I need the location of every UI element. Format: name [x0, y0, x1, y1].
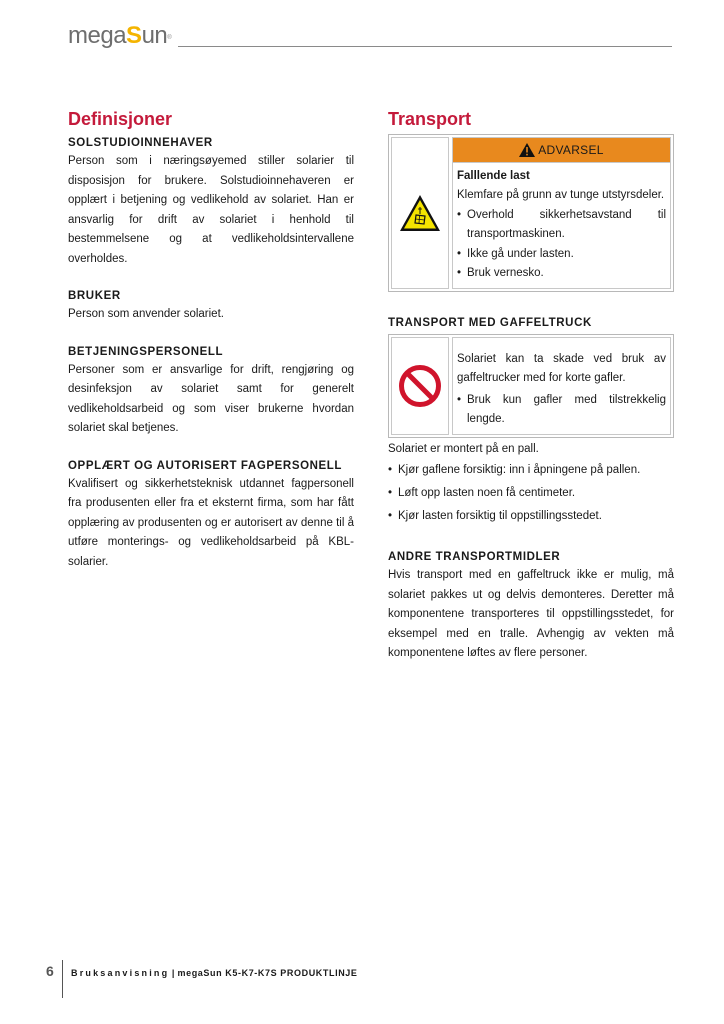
logo-text-prefix: mega: [68, 22, 127, 49]
notice-bullets: [457, 391, 666, 430]
definition-owner: [68, 134, 354, 269]
warning-header: [453, 138, 670, 162]
notice-content: [452, 337, 671, 435]
transport-column: [388, 108, 674, 664]
notice-text: Solariet kan ta skade ved bruk av gaffeltrucker med for korte gafler.: [457, 352, 666, 384]
warning-bullets: [457, 206, 666, 284]
definition-text: Person som anvender solariet.: [68, 308, 224, 320]
logo-sun-letter: S: [126, 22, 142, 49]
list-item: • Løft opp lasten noen få centimeter.: [388, 482, 674, 505]
header-rule: [178, 46, 672, 47]
footer-divider: [62, 960, 63, 998]
prohibition-icon: [398, 364, 442, 408]
warning-pictogram-cell: [391, 137, 449, 289]
logo-text-suffix: un: [141, 22, 168, 49]
forklift-intro: Solariet er montert på en pall.: [388, 442, 539, 455]
definitions-column: [68, 108, 354, 572]
notice-body: [453, 338, 670, 434]
definition-heading: BETJENINGSPERSONELL: [68, 345, 224, 358]
list-item: • Overhold sikkerhetsavstand til transportmaskinen.: [457, 206, 666, 245]
doc-name: Bruksanvisning: [71, 968, 170, 978]
list-item: • Bruk vernesko.: [457, 264, 666, 284]
definition-user: [68, 287, 354, 325]
list-item: • Kjør gaflene forsiktig: inn i åpningene på pallen.: [388, 459, 674, 482]
megasun-logo: [68, 22, 171, 50]
warning-body: [453, 162, 670, 288]
other-transport-text: Hvis transport med en gaffeltruck ikke er mulig, må solariet pakkes ut og delvis demonteres. Deretter må komponentene transporteres til oppstillingsstedet, for eksempel med en tralle. Avhengig av vekten må komponentene løftes av flere personer.: [388, 569, 674, 659]
footer-text: [71, 960, 358, 998]
definition-text: Person som i næringsøyemed stiller solarier til disposisjon for brukere. Solstudioinnehaveren er opplært i betjening og vedlikehold av solariet. Han er ansvarlig for drift av solariet i henhold til bestemmelsene og at vedlikeholdsintervallene overholdes.: [68, 155, 354, 265]
definitions-title: Definisjoner: [68, 109, 173, 129]
warning-box: [388, 134, 674, 292]
forklift-heading: TRANSPORT MED GAFFELTRUCK: [388, 316, 592, 329]
falling-load-warning-icon: [399, 194, 441, 232]
page-number: 6: [46, 963, 54, 979]
list-item: • Kjør lasten forsiktig til oppstillingsstedet.: [388, 505, 674, 528]
warning-text: Klemfare på grunn av tunge utstyrsdeler.: [457, 189, 665, 201]
definition-authorized-staff: [68, 457, 354, 573]
list-item: • Ikke gå under lasten.: [457, 245, 666, 265]
notice-pictogram-cell: [391, 337, 449, 435]
notice-box: [388, 334, 674, 438]
definition-heading: SOLSTUDIOINNEHAVER: [68, 137, 213, 149]
registered-mark: ®: [167, 35, 172, 41]
warning-label: ADVARSEL: [538, 143, 604, 157]
forklift-steps: [388, 459, 674, 528]
transport-title: Transport: [388, 109, 472, 129]
warning-content: [452, 137, 671, 289]
definition-operating-staff: [68, 343, 354, 439]
list-item: • Bruk kun gafler med tilstrekkelig lengde.: [457, 391, 666, 430]
footer-separator: |: [171, 968, 175, 978]
definition-text: Kvalifisert og sikkerhetsteknisk utdannet fagpersonell fra produsenten eller fra et eksternt firma, som har fått opplæring av produsenten og er autorisert av denne til å utføre monterings- og vedlikeholdsarbeid på KBL-solarier.: [68, 477, 354, 568]
warning-title: Falllende last: [457, 170, 530, 182]
definition-text: Personer som er ansvarlige for drift, rengjøring og desinfeksjon av solariet samt for generelt vedlikeholdsarbeid og som viser brukerne hvordan solariet skal betjenes.: [68, 363, 354, 434]
page-footer: [46, 960, 358, 998]
definition-heading: BRUKER: [68, 290, 121, 302]
product-line: megaSun K5-K7-K7S PRODUKTLINJE: [177, 968, 358, 978]
warning-triangle-icon: [519, 143, 535, 157]
other-transport-heading: ANDRE TRANSPORTMIDLER: [388, 551, 561, 563]
definition-heading: OPPLÆRT OG AUTORISERT FAGPERSONELL: [68, 459, 343, 472]
